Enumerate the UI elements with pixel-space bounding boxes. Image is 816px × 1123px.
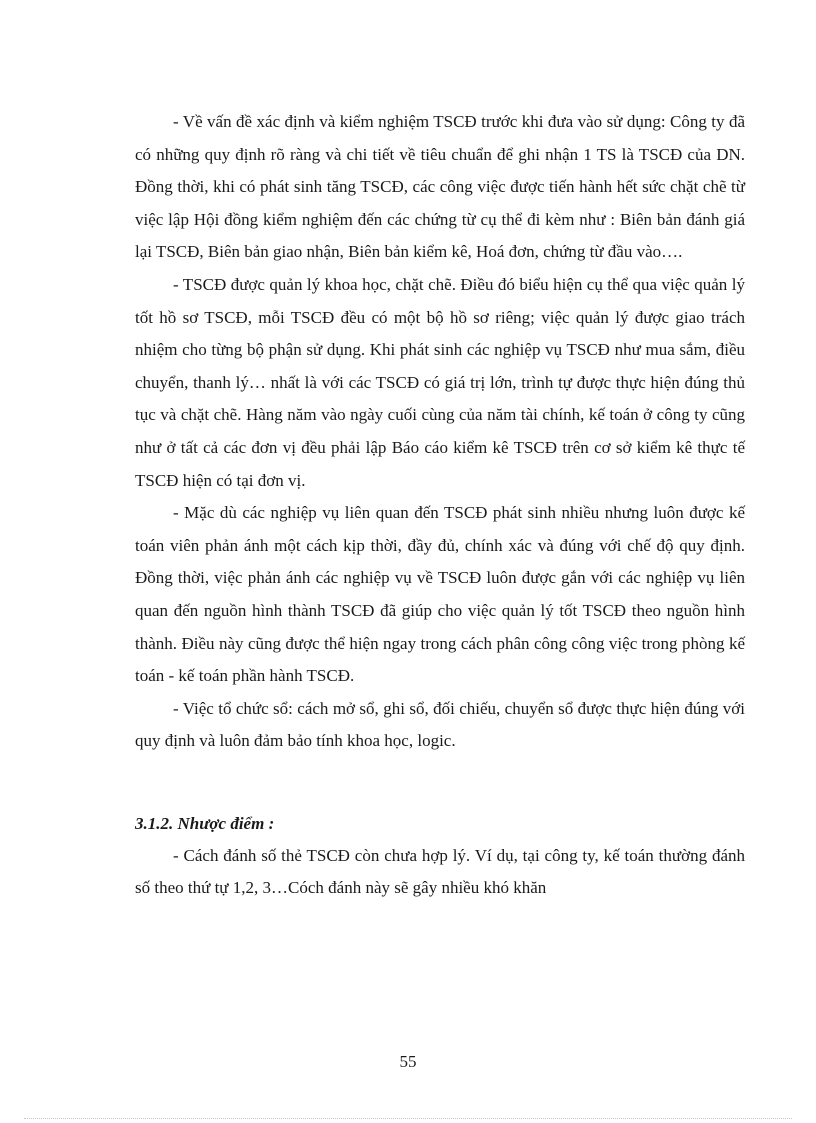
paragraph-verification: - Về vấn đề xác định và kiểm nghiệm TSCĐ trước khi đưa vào sử dụng: Công ty đã có những quy định rõ ràng và chi tiết về tiêu chuẩn để ghi nhận 1 TS là TSCĐ của DN. Đồng thời, khi có phát sinh tăng TSCĐ, các công việc được tiến hành hết sức chặt chẽ từ việc lập Hội đồng kiểm nghiệm đến các chứng từ cụ thể đi kèm như : Biên bản đánh giá lại TSCĐ, Biên bản giao nhận, Biên bản kiểm kê, Hoá đơn, chứng từ đầu vào…. bbox=[135, 112, 745, 262]
paragraph-numbering: - Cách đánh số thẻ TSCĐ còn chưa hợp lý. Ví dụ, tại công ty, kế toán thường đánh số theo thứ tự 1,2, 3…Cóch đánh này sẽ gây nhiều khó khăn bbox=[135, 845, 745, 898]
paragraph-accounting: - Mặc dù các nghiệp vụ liên quan đến TSCĐ phát sinh nhiều nhưng luôn được kế toán viên phản ánh một cách kịp thời, đầy đủ, chính xác và đúng với chế độ quy định. Đồng thời, việc phản ánh các nghiệp vụ về TSCĐ luôn được gắn với các nghiệp vụ liên quan đến nguồn hình thành TSCĐ đã giúp cho việc quản lý tốt TSCĐ theo nguồn hình thành. Điều này cũng được thể hiện ngay trong cách phân công công việc trong phòng kế toán - kế toán phần hành TSCĐ. bbox=[135, 503, 745, 686]
paragraph-management: - TSCĐ được quản lý khoa học, chặt chẽ. Điều đó biểu hiện cụ thể qua việc quản lý tốt hồ sơ TSCĐ, mỗi TSCĐ đều có một bộ hồ sơ riêng; việc quản lý được giao trách nhiệm cho từng bộ phận sử dụng. Khi phát sinh các nghiệp vụ TSCĐ như mua sắm, điều chuyển, thanh lý… nhất là với các TSCĐ có giá trị lớn, trình tự được thực hiện đúng thủ tục và chặt chẽ. Hàng năm vào ngày cuối cùng của năm tài chính, kế toán ở công ty cũng như ở tất cả các đơn vị đều phải lập Báo cáo kiểm kê TSCĐ trên cơ sở kiểm kê thực tế TSCĐ hiện có tại đơn vị. bbox=[135, 274, 745, 490]
page-number: 55 bbox=[399, 1052, 417, 1071]
section-heading: 3.1.2. Nhược điểm : bbox=[135, 813, 275, 833]
paragraph-ledger: - Việc tổ chức sổ: cách mở sổ, ghi sổ, đối chiếu, chuyển sổ được thực hiện đúng với quy định và luôn đảm bảo tính khoa học, logic. bbox=[135, 698, 745, 751]
page-bottom-divider bbox=[24, 1118, 792, 1119]
page-content bbox=[135, 106, 745, 905]
